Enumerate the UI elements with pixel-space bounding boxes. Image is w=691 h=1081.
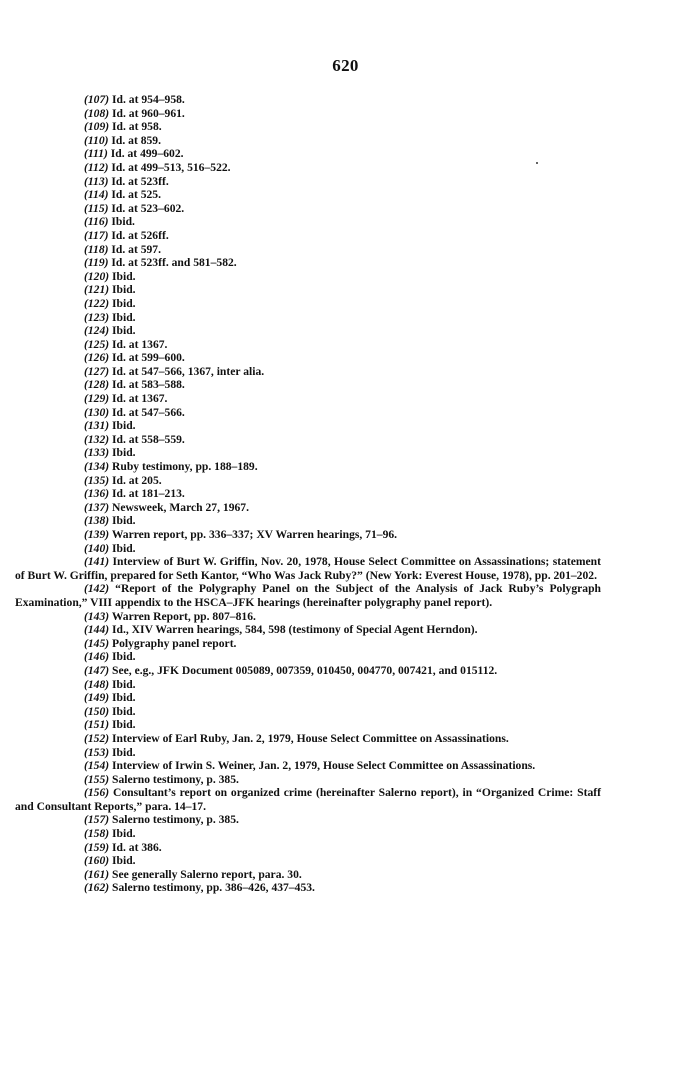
- endnote: [84, 474, 601, 488]
- endnote-number: (130): [84, 405, 110, 419]
- endnote-text: Interview of Irwin S. Weiner, Jan. 2, 1979, House Select Committee on Assassinations.: [112, 759, 536, 773]
- endnote: [84, 637, 601, 651]
- endnote-number: (129): [84, 392, 110, 406]
- endnote: [84, 188, 601, 202]
- endnote: [15, 623, 601, 637]
- endnote-number: (118): [84, 242, 109, 256]
- endnote-number: (141): [84, 555, 110, 569]
- endnote: [84, 705, 601, 719]
- endnote: [84, 365, 601, 379]
- endnote-number: (134): [84, 460, 110, 474]
- endnote-number: (156): [84, 786, 110, 800]
- endnote-number: (113): [84, 174, 109, 188]
- endnote-text: “Report of the Polygraphy Panel on the Subject of the Analysis of Jack Ruby’s Polygraph Examination,” VIII appendix to the HSCA–JFK hearings (hereinafter polygraphy panel report).: [15, 582, 601, 609]
- endnote-number: (107): [84, 93, 110, 106]
- endnote-text: Id. at 499–513, 516–522.: [111, 160, 231, 174]
- endnote-text: Ibid.: [112, 446, 136, 460]
- endnote-text: Id. at 547–566, 1367, inter alia.: [112, 364, 265, 378]
- endnote-number: (144): [84, 623, 110, 637]
- endnote: [84, 175, 601, 189]
- endnote: [84, 854, 601, 868]
- endnote-number: (146): [84, 650, 110, 664]
- endnote: [15, 786, 601, 813]
- endnote-text: Ibid.: [112, 514, 136, 528]
- endnote-number: (138): [84, 514, 110, 528]
- endnote-text: Id. at 386.: [112, 840, 162, 854]
- endnote-number: (132): [84, 432, 110, 446]
- endnote-text: Id. at 181–213.: [112, 487, 185, 501]
- endnote-text: Ibid.: [112, 324, 136, 338]
- endnote-number: (108): [84, 106, 110, 120]
- endnote: [84, 107, 601, 121]
- endnote-text: Id. at 499–602.: [110, 147, 184, 161]
- endnote: [84, 433, 601, 447]
- endnote: [84, 746, 601, 760]
- endnote-number: (147): [84, 663, 110, 677]
- endnote-number: (133): [84, 446, 110, 460]
- endnote-text: Ibid.: [112, 677, 136, 691]
- endnote: [84, 406, 601, 420]
- endnote-number: (111): [84, 147, 108, 161]
- endnote-number: (152): [84, 731, 110, 745]
- endnote-text: Id. at 1367.: [112, 392, 168, 406]
- endnote: [84, 93, 601, 107]
- endnote-text: Id. at 583–588.: [112, 378, 185, 392]
- endnote: [84, 351, 601, 365]
- endnote-text: Id. at 558–559.: [112, 432, 185, 446]
- endnote: [84, 256, 601, 270]
- endnote-text: Id. at 958.: [112, 120, 162, 134]
- endnote-number: (128): [84, 378, 110, 392]
- endnote-number: (149): [84, 691, 110, 705]
- endnote: [84, 827, 601, 841]
- endnote-number: (162): [84, 881, 110, 895]
- endnote-text: Ibid.: [112, 718, 136, 732]
- endnote-number: (125): [84, 337, 110, 351]
- endnote: [84, 514, 601, 528]
- endnote: [84, 773, 601, 787]
- endnote: [84, 528, 601, 542]
- endnote: [84, 487, 601, 501]
- endnote: [84, 270, 601, 284]
- endnote-number: (131): [84, 419, 110, 433]
- endnote-number: (153): [84, 745, 110, 759]
- endnote: [84, 419, 601, 433]
- endnote-text: Consultant’s report on organized crime (hereinafter Salerno report), in “Organized Crime: Staff and Consultant Reports,” para. 14–17.: [15, 786, 601, 813]
- endnote-number: (115): [84, 201, 109, 215]
- endnote-text: Ibid.: [112, 704, 136, 718]
- endnote: [84, 610, 601, 624]
- endnote: [15, 582, 601, 609]
- endnote: [84, 161, 601, 175]
- endnote: [15, 732, 601, 746]
- endnote-text: Ibid.: [112, 541, 136, 555]
- endnote: [84, 813, 601, 827]
- endnote-number: (150): [84, 704, 110, 718]
- endnote-text: Salerno testimony, p. 385.: [112, 813, 239, 827]
- endnote-text: See, e.g., JFK Document 005089, 007359, 010450, 004770, 007421, and 015112.: [112, 663, 498, 677]
- endnote-number: (110): [84, 133, 109, 147]
- endnote-number: (114): [84, 188, 109, 202]
- endnote-text: Ibid.: [112, 650, 136, 664]
- endnote-number: (161): [84, 867, 110, 881]
- endnote-text: Id. at 547–566.: [112, 405, 185, 419]
- endnote-number: (117): [84, 228, 109, 242]
- endnote-number: (135): [84, 473, 110, 487]
- endnote: [84, 378, 601, 392]
- endnote: [84, 229, 601, 243]
- endnote-number: (159): [84, 840, 110, 854]
- endnote-number: (124): [84, 324, 110, 338]
- endnote-number: (120): [84, 269, 110, 283]
- endnote-text: Id. at 599–600.: [112, 351, 185, 365]
- endnote-number: (140): [84, 541, 110, 555]
- endnote-text: Warren report, pp. 336–337; XV Warren hearings, 71–96.: [111, 528, 398, 541]
- endnote-text: Ibid.: [112, 745, 136, 759]
- endnote-text: Id. at 954–958.: [112, 93, 185, 106]
- endnote-number: (139): [84, 528, 110, 541]
- endnote-text: Salerno testimony, pp. 386–426, 437–453.: [112, 881, 315, 895]
- endnote: [15, 664, 601, 678]
- endnote: [84, 868, 601, 882]
- endnote: [84, 215, 601, 229]
- endnote-text: Salerno testimony, p. 385.: [112, 772, 239, 786]
- endnote: [84, 134, 601, 148]
- endnote-number: (119): [84, 256, 109, 270]
- endnote-number: (154): [84, 759, 110, 773]
- endnote-number: (126): [84, 351, 110, 365]
- endnote-text: Ibid.: [112, 419, 136, 433]
- endnote-text: Id. at 859.: [111, 133, 161, 147]
- endnote: [84, 718, 601, 732]
- endnote: [84, 542, 601, 556]
- endnote: [84, 446, 601, 460]
- endnote-text: Ibid.: [112, 310, 136, 324]
- endnote-number: (137): [84, 500, 110, 514]
- endnote-number: (123): [84, 310, 110, 324]
- endnote-text: Id. at 1367.: [112, 337, 168, 351]
- endnote: [84, 392, 601, 406]
- endnote-number: (158): [84, 827, 110, 841]
- endnote-number: (157): [84, 813, 110, 827]
- endnote-text: Ibid.: [112, 296, 136, 310]
- endnote: [84, 691, 601, 705]
- endnote: [84, 324, 601, 338]
- endnote: [84, 338, 601, 352]
- endnote-text: Interview of Earl Ruby, Jan. 2, 1979, House Select Committee on Assassinations.: [112, 731, 509, 745]
- endnote-text: Warren Report, pp. 807–816.: [111, 609, 256, 623]
- endnote-text: See generally Salerno report, para. 30.: [112, 867, 302, 881]
- endnote-text: Ibid.: [111, 215, 135, 229]
- endnote-number: (155): [84, 772, 110, 786]
- endnote: [15, 759, 601, 773]
- endnotes-list: [15, 93, 601, 895]
- endnote-number: (109): [84, 120, 110, 134]
- endnote-text: Ibid.: [112, 854, 136, 868]
- endnote: [84, 881, 601, 895]
- endnote: [84, 120, 601, 134]
- endnote-number: (127): [84, 364, 110, 378]
- endnote-text: Ruby testimony, pp. 188–189.: [112, 460, 258, 474]
- endnote-text: Ibid.: [112, 283, 136, 297]
- endnote-text: Ibid.: [112, 691, 136, 705]
- endnote-number: (143): [84, 609, 110, 623]
- endnote: [84, 297, 601, 311]
- endnote-text: Polygraphy panel report.: [112, 636, 237, 650]
- endnote-text: Id. at 960–961.: [112, 106, 185, 120]
- endnote-text: Id. at 597.: [111, 242, 161, 256]
- endnote: [84, 841, 601, 855]
- endnote-text: Ibid.: [112, 827, 136, 841]
- endnote-text: Id. at 205.: [112, 473, 162, 487]
- endnote: [84, 147, 601, 161]
- endnote-number: (112): [84, 160, 109, 174]
- endnote: [84, 202, 601, 216]
- endnote-text: Interview of Burt W. Griffin, Nov. 20, 1978, House Select Committee on Assassinations; statement of Burt W. Griffin, prepared for Seth Kantor, “Who Was Jack Ruby?” (New York: Everest House, 1978), pp. 201–202.: [15, 555, 601, 582]
- endnote-text: Id. at 523ff. and 581–582.: [111, 256, 237, 270]
- endnote-number: (160): [84, 854, 110, 868]
- endnote-number: (122): [84, 296, 110, 310]
- endnote-number: (142): [84, 582, 110, 596]
- endnote: [84, 678, 601, 692]
- endnote-text: Id. at 525.: [111, 188, 161, 202]
- endnote-text: Id. at 526ff.: [111, 228, 169, 242]
- endnote-text: Id. at 523ff.: [111, 174, 169, 188]
- page-number: 620: [332, 56, 359, 75]
- endnote-number: (136): [84, 487, 110, 501]
- endnote: [84, 283, 601, 297]
- endnote: [84, 243, 601, 257]
- endnote-text: Newsweek, March 27, 1967.: [112, 500, 249, 514]
- endnote-number: (116): [84, 215, 109, 229]
- endnote-number: (121): [84, 283, 110, 297]
- endnote: [84, 650, 601, 664]
- endnote-number: (145): [84, 636, 110, 650]
- endnote: [15, 555, 601, 582]
- endnote-text: Id. at 523–602.: [111, 201, 185, 215]
- endnote: [84, 460, 601, 474]
- endnote: [84, 311, 601, 325]
- endnote: [84, 501, 601, 515]
- endnote-text: Ibid.: [112, 269, 136, 283]
- endnote-text: Id., XIV Warren hearings, 584, 598 (testimony of Special Agent Herndon).: [112, 623, 478, 637]
- endnote-number: (148): [84, 677, 110, 691]
- endnote-number: (151): [84, 718, 110, 732]
